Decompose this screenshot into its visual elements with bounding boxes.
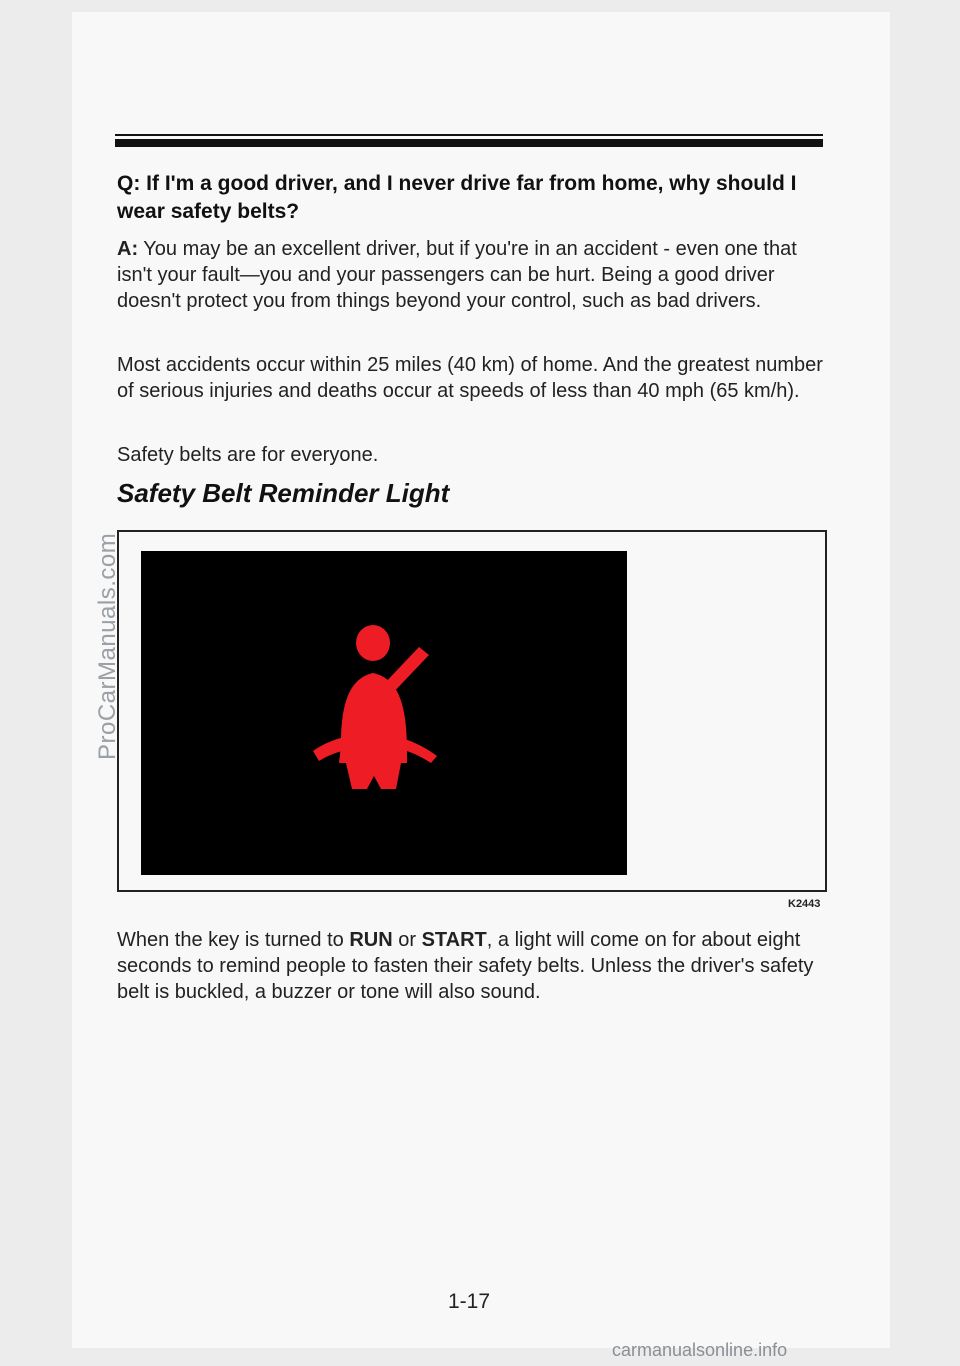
seatbelt-icon [141,551,627,875]
paragraph-everyone: Safety belts are for everyone. [117,444,379,466]
top-rule-thick [115,139,823,147]
run-keyword: RUN [349,929,393,951]
reminder-text-2: , a light will come on for about eight seconds to remind people to fasten their safety belts. Unless the driver's safety belt is buckled, a buzzer or tone will also sound. [117,929,814,1003]
figure-code: K2443 [788,898,821,910]
indicator-panel [141,551,627,875]
answer-text: You may be an excellent driver, but if you're in an accident - even one that isn't your fault—you and your passengers can be hurt. Being a good driver doesn't protect you from things beyond your control, such as bad drivers. [117,238,797,312]
paragraph-accidents: Most accidents occur within 25 miles (40 km) of home. And the greatest number of serious injuries and deaths occur at speeds of less than 40 mph (65 km/h). [117,354,823,402]
bottom-watermark: carmanualsonline.info [612,1340,788,1360]
side-watermark: ProCarManuals.com [94,532,121,760]
answer-label: A: [117,238,139,260]
start-keyword: START [421,929,487,951]
reminder-text-1: When the key is turned to [117,929,350,951]
answer-paragraph [117,236,827,314]
page-number: 1-17 [448,1290,491,1313]
reminder-paragraph [117,927,827,1005]
question-text: Q: If I'm a good driver, and I never drive far from home, why should I wear safety belts? [117,172,797,223]
reminder-text-or: or [392,929,422,951]
section-heading: Safety Belt Reminder Light [117,478,450,508]
top-rule-thin [115,134,823,136]
